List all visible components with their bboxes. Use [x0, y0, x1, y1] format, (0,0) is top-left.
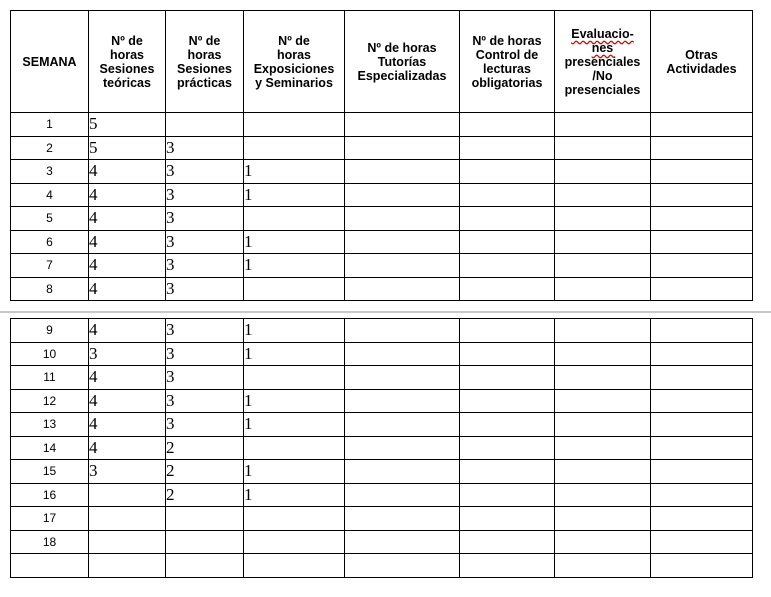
table-row — [11, 277, 753, 301]
table-row — [11, 254, 753, 278]
reading-hours-cell — [460, 254, 555, 278]
other-activities-cell — [651, 136, 753, 160]
practice-hours-cell: 3 — [166, 413, 244, 437]
other-activities-cell — [651, 436, 753, 460]
practice-hours-cell: 3 — [166, 207, 244, 231]
reading-hours-cell — [460, 342, 555, 366]
header-week: SEMANA — [11, 11, 89, 113]
other-activities-cell — [651, 230, 753, 254]
theory-hours-cell — [89, 530, 166, 554]
theory-hours-cell: 3 — [89, 460, 166, 484]
other-activities-cell — [651, 160, 753, 184]
practice-hours-cell — [166, 530, 244, 554]
theory-hours-cell: 4 — [89, 230, 166, 254]
reading-hours-cell — [460, 413, 555, 437]
reading-hours-cell — [460, 183, 555, 207]
reading-hours-cell — [460, 483, 555, 507]
reading-hours-cell — [460, 207, 555, 231]
theory-hours-cell: 5 — [89, 136, 166, 160]
practice-hours-cell: 3 — [166, 136, 244, 160]
week-cell: 12 — [11, 389, 89, 413]
week-cell: 15 — [11, 460, 89, 484]
evaluation-cell — [555, 436, 651, 460]
tutorial-hours-cell — [345, 342, 460, 366]
practice-hours-cell — [166, 554, 244, 578]
other-activities-cell — [651, 530, 753, 554]
evaluation-cell — [555, 207, 651, 231]
week-cell: 11 — [11, 366, 89, 390]
tutorial-hours-cell — [345, 554, 460, 578]
other-activities-cell — [651, 554, 753, 578]
practice-hours-cell: 2 — [166, 483, 244, 507]
week-cell: 1 — [11, 113, 89, 137]
week-cell: 17 — [11, 507, 89, 531]
exposition-hours-cell — [244, 366, 345, 390]
evaluation-cell — [555, 530, 651, 554]
other-activities-cell — [651, 507, 753, 531]
tutorial-hours-cell — [345, 160, 460, 184]
tutorial-hours-cell — [345, 460, 460, 484]
table-row — [11, 366, 753, 390]
table-row — [11, 507, 753, 531]
evaluation-cell — [555, 136, 651, 160]
practice-hours-cell: 3 — [166, 319, 244, 343]
table-row — [11, 207, 753, 231]
week-cell: 13 — [11, 413, 89, 437]
reading-hours-cell — [460, 507, 555, 531]
evaluation-cell — [555, 554, 651, 578]
table-row — [11, 436, 753, 460]
theory-hours-cell: 4 — [89, 436, 166, 460]
reading-hours-cell — [460, 230, 555, 254]
exposition-hours-cell — [244, 113, 345, 137]
tutorial-hours-cell — [345, 207, 460, 231]
schedule-table-bottom — [10, 318, 753, 578]
table-body-top — [11, 113, 753, 301]
practice-hours-cell: 2 — [166, 436, 244, 460]
header-tutorial-hours: Nº de horas Tutorías Especializadas — [345, 11, 460, 113]
tutorial-hours-cell — [345, 366, 460, 390]
evaluation-cell — [555, 507, 651, 531]
week-cell: 7 — [11, 254, 89, 278]
tutorial-hours-cell — [345, 507, 460, 531]
week-cell: 16 — [11, 483, 89, 507]
tutorial-hours-cell — [345, 136, 460, 160]
tutorial-hours-cell — [345, 530, 460, 554]
evaluation-cell — [555, 183, 651, 207]
table-row — [11, 183, 753, 207]
other-activities-cell — [651, 366, 753, 390]
other-activities-cell — [651, 389, 753, 413]
table-row — [11, 483, 753, 507]
exposition-hours-cell: 1 — [244, 342, 345, 366]
practice-hours-cell: 3 — [166, 342, 244, 366]
header-theory-hours: Nº de horas Sesiones teóricas — [89, 11, 166, 113]
exposition-hours-cell: 1 — [244, 413, 345, 437]
evaluation-cell — [555, 160, 651, 184]
other-activities-cell — [651, 342, 753, 366]
tutorial-hours-cell — [345, 113, 460, 137]
week-cell: 5 — [11, 207, 89, 231]
theory-hours-cell: 4 — [89, 207, 166, 231]
header-row — [11, 11, 753, 113]
theory-hours-cell: 4 — [89, 319, 166, 343]
page-break-divider — [0, 311, 771, 313]
reading-hours-cell — [460, 460, 555, 484]
table-row — [11, 319, 753, 343]
practice-hours-cell: 3 — [166, 277, 244, 301]
other-activities-cell — [651, 413, 753, 437]
evaluation-cell — [555, 230, 651, 254]
practice-hours-cell: 3 — [166, 366, 244, 390]
reading-hours-cell — [460, 113, 555, 137]
header-other-activities: Otras Actividades — [651, 11, 753, 113]
practice-hours-cell: 3 — [166, 254, 244, 278]
theory-hours-cell: 4 — [89, 413, 166, 437]
table-row — [11, 413, 753, 437]
reading-hours-cell — [460, 277, 555, 301]
header-evaluations: Evaluacio- nes presenciales /No presenciales — [555, 11, 651, 113]
evaluation-cell — [555, 460, 651, 484]
exposition-hours-cell — [244, 277, 345, 301]
practice-hours-cell: 3 — [166, 230, 244, 254]
practice-hours-cell: 3 — [166, 389, 244, 413]
week-cell: 18 — [11, 530, 89, 554]
practice-hours-cell: 2 — [166, 460, 244, 484]
exposition-hours-cell — [244, 207, 345, 231]
theory-hours-cell: 4 — [89, 366, 166, 390]
tutorial-hours-cell — [345, 483, 460, 507]
week-cell: 6 — [11, 230, 89, 254]
week-cell: 8 — [11, 277, 89, 301]
theory-hours-cell: 5 — [89, 113, 166, 137]
evaluation-cell — [555, 319, 651, 343]
other-activities-cell — [651, 254, 753, 278]
week-cell: 14 — [11, 436, 89, 460]
table-row — [11, 389, 753, 413]
reading-hours-cell — [460, 530, 555, 554]
theory-hours-cell — [89, 554, 166, 578]
practice-hours-cell: 3 — [166, 160, 244, 184]
header-reading-hours: Nº de horas Control de lecturas obligatorias — [460, 11, 555, 113]
table-row — [11, 113, 753, 137]
exposition-hours-cell: 1 — [244, 460, 345, 484]
week-cell: 3 — [11, 160, 89, 184]
reading-hours-cell — [460, 136, 555, 160]
tutorial-hours-cell — [345, 254, 460, 278]
exposition-hours-cell: 1 — [244, 183, 345, 207]
week-cell: 2 — [11, 136, 89, 160]
table-row — [11, 136, 753, 160]
table-row — [11, 530, 753, 554]
exposition-hours-cell: 1 — [244, 389, 345, 413]
exposition-hours-cell: 1 — [244, 230, 345, 254]
reading-hours-cell — [460, 160, 555, 184]
exposition-hours-cell: 1 — [244, 319, 345, 343]
theory-hours-cell: 4 — [89, 254, 166, 278]
tutorial-hours-cell — [345, 413, 460, 437]
week-cell: 9 — [11, 319, 89, 343]
theory-hours-cell: 4 — [89, 389, 166, 413]
evaluation-cell — [555, 389, 651, 413]
evaluation-cell — [555, 113, 651, 137]
evaluation-cell — [555, 366, 651, 390]
other-activities-cell — [651, 483, 753, 507]
exposition-hours-cell — [244, 507, 345, 531]
theory-hours-cell — [89, 507, 166, 531]
theory-hours-cell: 4 — [89, 277, 166, 301]
header-practice-hours: Nº de horas Sesiones prácticas — [166, 11, 244, 113]
other-activities-cell — [651, 207, 753, 231]
evaluation-cell — [555, 483, 651, 507]
reading-hours-cell — [460, 366, 555, 390]
other-activities-cell — [651, 460, 753, 484]
other-activities-cell — [651, 183, 753, 207]
reading-hours-cell — [460, 436, 555, 460]
header-exposition-hours: Nº de horas Exposiciones y Seminarios — [244, 11, 345, 113]
practice-hours-cell: 3 — [166, 183, 244, 207]
practice-hours-cell — [166, 507, 244, 531]
tutorial-hours-cell — [345, 319, 460, 343]
reading-hours-cell — [460, 389, 555, 413]
table-row — [11, 554, 753, 578]
tutorial-hours-cell — [345, 389, 460, 413]
week-cell: 4 — [11, 183, 89, 207]
exposition-hours-cell — [244, 530, 345, 554]
other-activities-cell — [651, 277, 753, 301]
reading-hours-cell — [460, 554, 555, 578]
week-cell — [11, 554, 89, 578]
other-activities-cell — [651, 113, 753, 137]
evaluation-cell — [555, 342, 651, 366]
theory-hours-cell — [89, 483, 166, 507]
tutorial-hours-cell — [345, 436, 460, 460]
schedule-table-top — [10, 10, 753, 301]
table-row — [11, 460, 753, 484]
evaluation-cell — [555, 277, 651, 301]
table-row — [11, 230, 753, 254]
practice-hours-cell — [166, 113, 244, 137]
exposition-hours-cell — [244, 554, 345, 578]
exposition-hours-cell — [244, 136, 345, 160]
exposition-hours-cell: 1 — [244, 254, 345, 278]
tutorial-hours-cell — [345, 183, 460, 207]
theory-hours-cell: 3 — [89, 342, 166, 366]
table-row — [11, 160, 753, 184]
exposition-hours-cell — [244, 436, 345, 460]
exposition-hours-cell: 1 — [244, 483, 345, 507]
tutorial-hours-cell — [345, 230, 460, 254]
theory-hours-cell: 4 — [89, 183, 166, 207]
theory-hours-cell: 4 — [89, 160, 166, 184]
reading-hours-cell — [460, 319, 555, 343]
evaluation-cell — [555, 413, 651, 437]
week-cell: 10 — [11, 342, 89, 366]
table-row — [11, 342, 753, 366]
tutorial-hours-cell — [345, 277, 460, 301]
evaluation-cell — [555, 254, 651, 278]
other-activities-cell — [651, 319, 753, 343]
exposition-hours-cell: 1 — [244, 160, 345, 184]
table-body-bottom — [11, 319, 753, 578]
